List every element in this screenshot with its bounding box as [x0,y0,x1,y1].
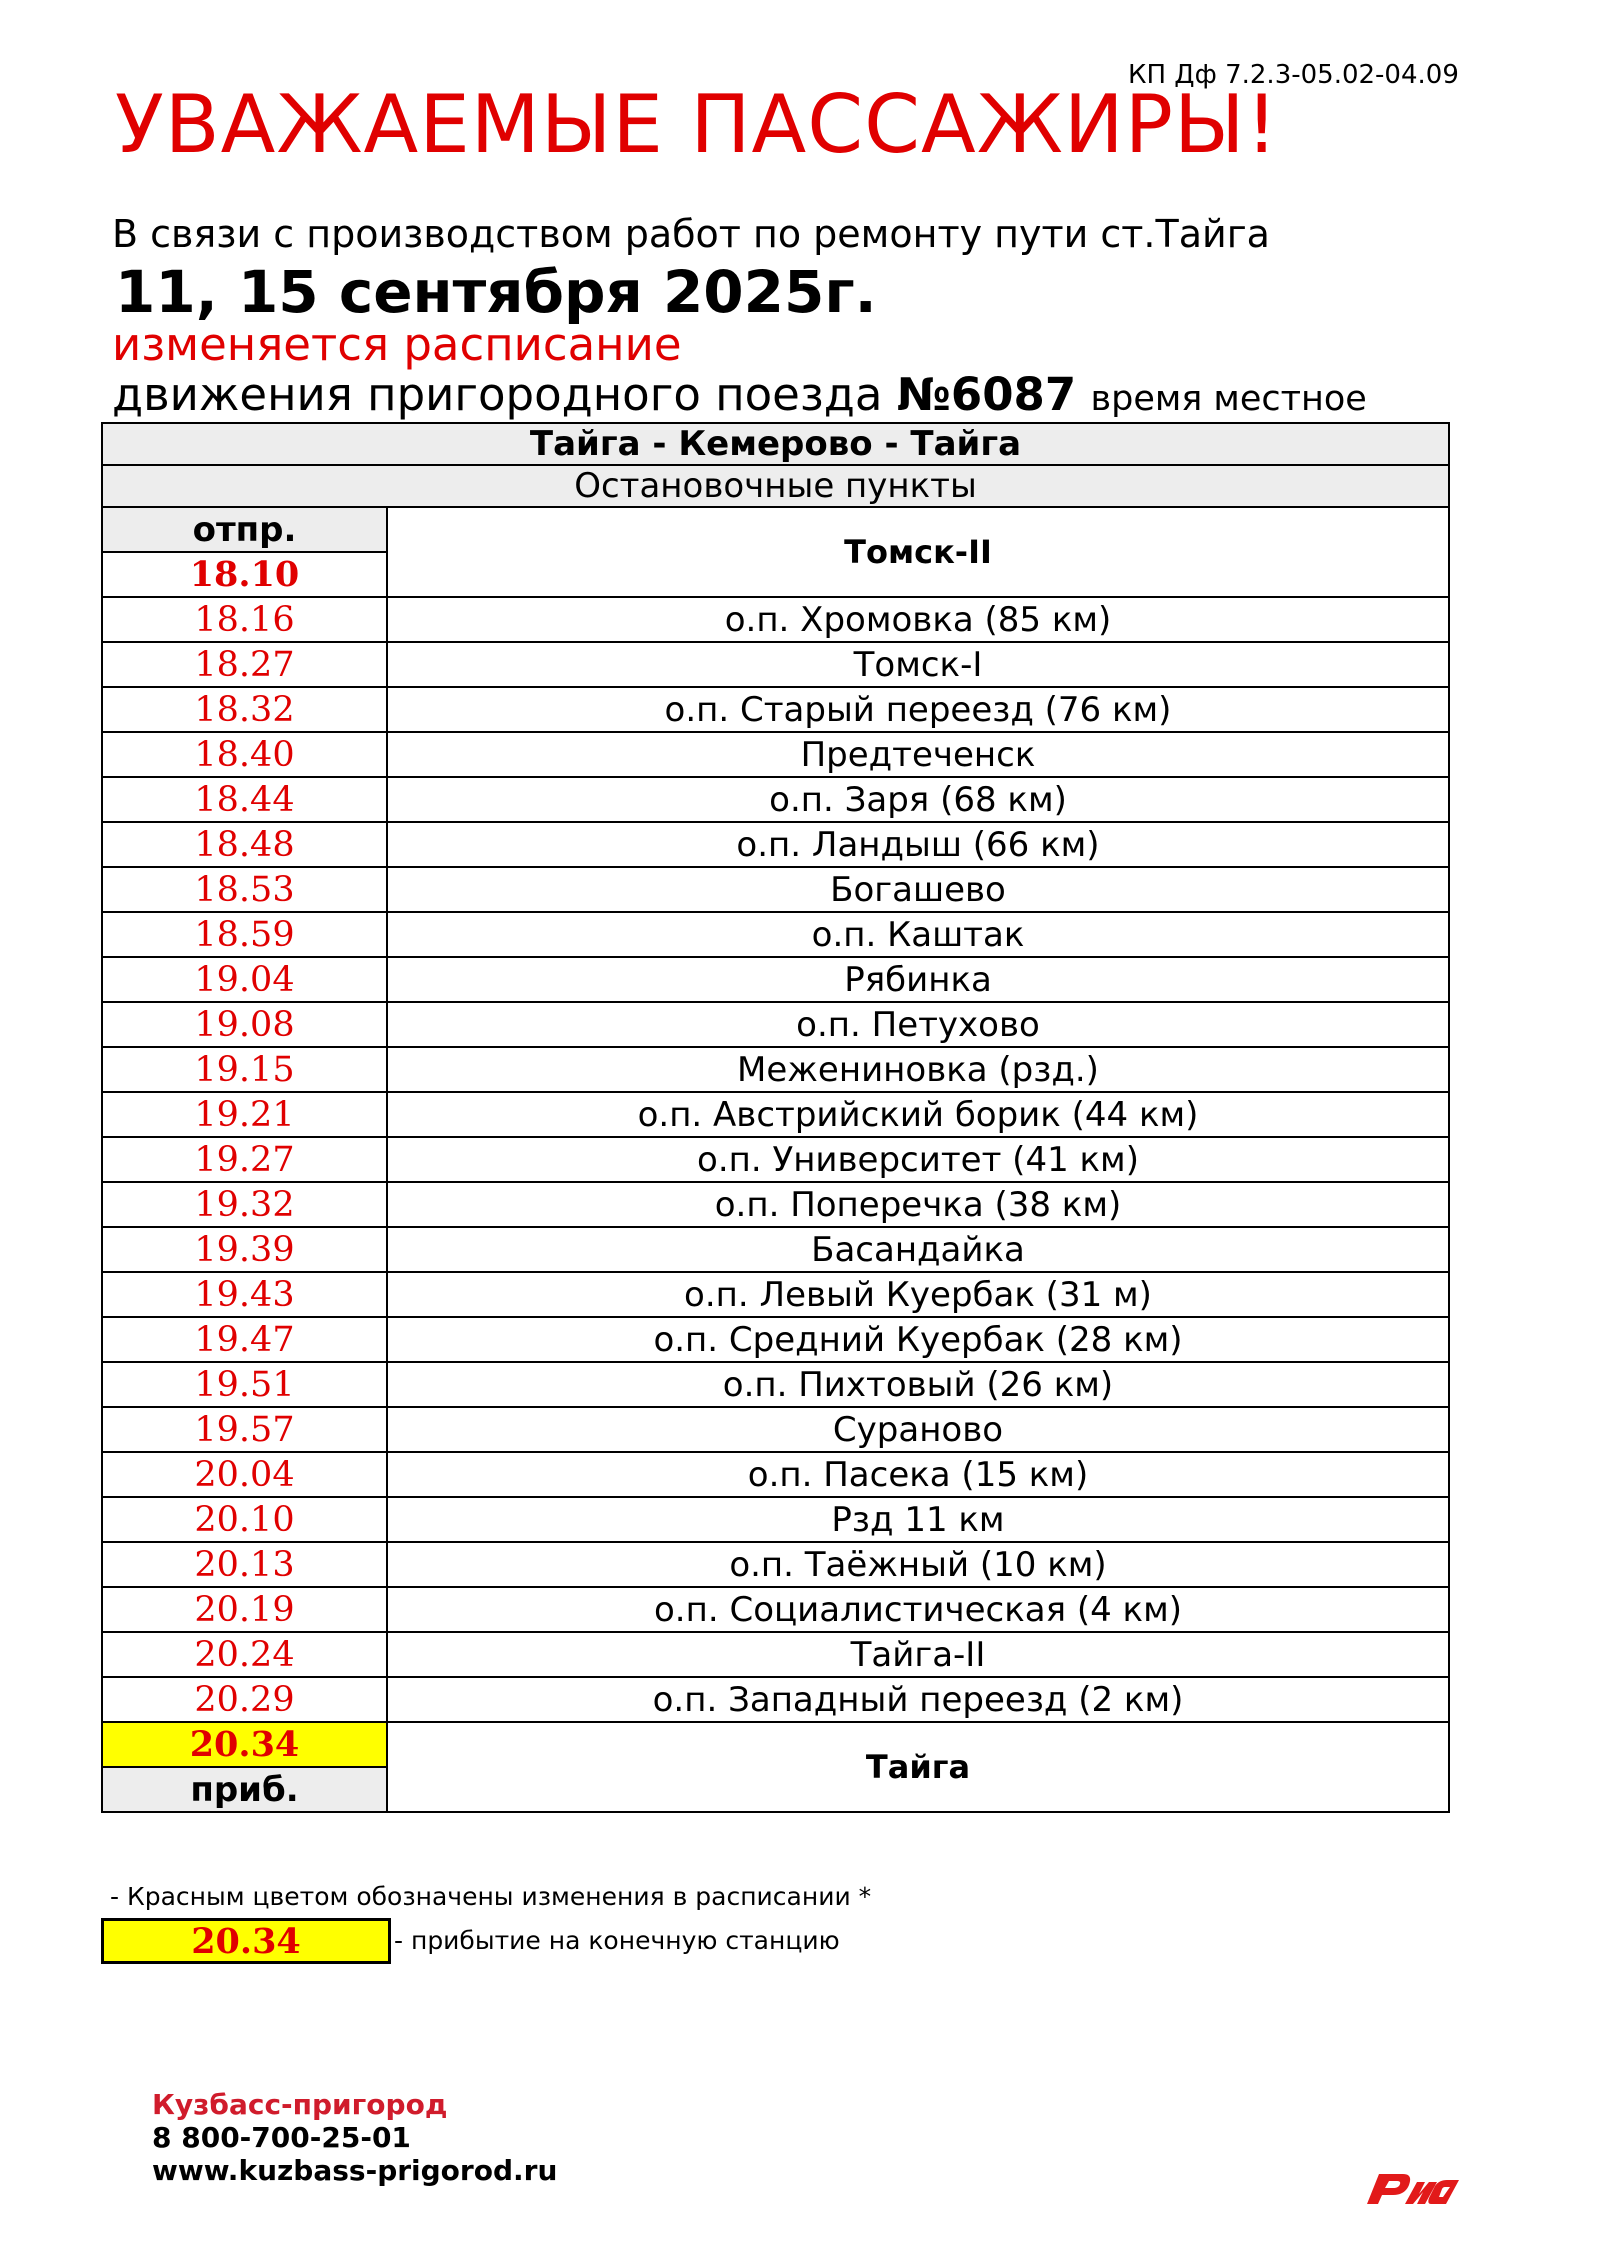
schedule-change-text: изменяется расписание [112,318,682,371]
station-name: о.п. Пасека (15 км) [387,1452,1449,1497]
rzd-logo-icon [1355,2168,1463,2208]
table-row [102,1362,1449,1407]
table-row [102,1542,1449,1587]
document-code: КП Дф 7.2.3-05.02-04.09 [1128,60,1459,90]
table-row [102,1317,1449,1362]
station-name: о.п. Средний Куербак (28 км) [387,1317,1449,1362]
departure-time: 18.16 [102,597,387,642]
station-name: о.п. Старый переезд (76 км) [387,687,1449,732]
table-row [102,687,1449,732]
station-name: о.п. Университет (41 км) [387,1137,1449,1182]
station-name: о.п. Заря (68 км) [387,777,1449,822]
stops-header: Остановочные пункты [102,465,1449,507]
departure-time: 19.43 [102,1272,387,1317]
station-name: о.п. Петухово [387,1002,1449,1047]
departure-time: 19.08 [102,1002,387,1047]
station-name: о.п. Хромовка (85 км) [387,597,1449,642]
station-name: о.п. Левый Куербак (31 м) [387,1272,1449,1317]
table-row [102,777,1449,822]
movement-text: движения пригородного поезда [112,368,897,421]
table-row [102,1182,1449,1227]
table-row [102,867,1449,912]
table-row [102,1047,1449,1092]
station-name: о.п. Пихтовый (26 км) [387,1362,1449,1407]
station-name: о.п. Таёжный (10 км) [387,1542,1449,1587]
intro-text: В связи с производством работ по ремонту пути ст.Тайга [112,212,1270,256]
departure-label-row [102,507,1449,552]
station-name: Тайга-II [387,1632,1449,1677]
departure-time: 20.10 [102,1497,387,1542]
table-row [102,1677,1449,1722]
arrival-label: приб. [102,1767,387,1812]
station-name: Сураново [387,1407,1449,1452]
company-name: Кузбасс-пригород [152,2088,448,2121]
departure-time: 19.51 [102,1362,387,1407]
table-row [102,1452,1449,1497]
last-time-row [102,1722,1449,1767]
station-name: Предтеченск [387,732,1449,777]
legend-time-box: 20.34 [101,1918,391,1964]
station-name: о.п. Австрийский борик (44 км) [387,1092,1449,1137]
table-row [102,957,1449,1002]
table-row [102,1092,1449,1137]
stops-header-row [102,465,1449,507]
departure-time: 18.27 [102,642,387,687]
departure-time: 18.53 [102,867,387,912]
station-name: о.п. Поперечка (38 км) [387,1182,1449,1227]
table-row [102,1497,1449,1542]
table-row [102,1227,1449,1272]
table-row [102,822,1449,867]
departure-time: 19.39 [102,1227,387,1272]
departure-time: 19.21 [102,1092,387,1137]
departure-time: 20.13 [102,1542,387,1587]
departure-time: 19.27 [102,1137,387,1182]
departure-time: 19.57 [102,1407,387,1452]
station-name: Рзд 11 км [387,1497,1449,1542]
station-name: Богашево [387,867,1449,912]
rzd-logo [1355,2168,1463,2212]
schedule-table [101,422,1450,1813]
station-name: Томск-I [387,642,1449,687]
train-number: №6087 [896,368,1077,421]
table-row [102,1407,1449,1452]
departure-time: 19.47 [102,1317,387,1362]
red-changes-note: - Красным цветом обозначены изменения в расписании * [110,1882,872,1911]
route-title: Тайга - Кемерово - Тайга [102,423,1449,465]
departure-time: 20.04 [102,1452,387,1497]
departure-time: 20.19 [102,1587,387,1632]
dates: 11, 15 сентября 2025г. [115,258,877,326]
first-station: Томск-II [387,507,1449,597]
departure-time: 20.24 [102,1632,387,1677]
departure-time: 19.04 [102,957,387,1002]
departure-time: 18.44 [102,777,387,822]
station-name: Рябинка [387,957,1449,1002]
station-name: о.п. Западный переезд (2 км) [387,1677,1449,1722]
departure-time: 20.29 [102,1677,387,1722]
headline: УВАЖАЕМЫЕ ПАССАЖИРЫ! [115,78,1279,171]
table-row [102,732,1449,777]
company-website: www.kuzbass-prigorod.ru [152,2154,558,2187]
first-departure-time: 18.10 [102,552,387,597]
table-row [102,912,1449,957]
departure-time: 18.59 [102,912,387,957]
table-row [102,597,1449,642]
table-row [102,1272,1449,1317]
departure-label: отпр. [102,507,387,552]
station-name: о.п. Каштак [387,912,1449,957]
station-name: о.п. Ландыш (66 км) [387,822,1449,867]
station-name: Басандайка [387,1227,1449,1272]
table-row [102,1632,1449,1677]
local-time-note: время местное [1090,379,1367,419]
departure-time: 19.32 [102,1182,387,1227]
legend-text: - прибытие на конечную станцию [394,1926,840,1955]
station-name: Межениновка (рзд.) [387,1047,1449,1092]
table-row [102,1002,1449,1047]
departure-time: 19.15 [102,1047,387,1092]
table-row [102,642,1449,687]
table-row [102,1137,1449,1182]
company-phone: 8 800-700-25-01 [152,2121,411,2154]
movement-line [112,368,1367,421]
company-block [152,2088,557,2187]
departure-time: 18.32 [102,687,387,732]
route-row [102,423,1449,465]
departure-time: 18.40 [102,732,387,777]
final-station: Тайга [387,1722,1449,1812]
station-name: о.п. Социалистическая (4 км) [387,1587,1449,1632]
departure-time: 18.48 [102,822,387,867]
table-row [102,1587,1449,1632]
final-arrival-time: 20.34 [102,1722,387,1767]
